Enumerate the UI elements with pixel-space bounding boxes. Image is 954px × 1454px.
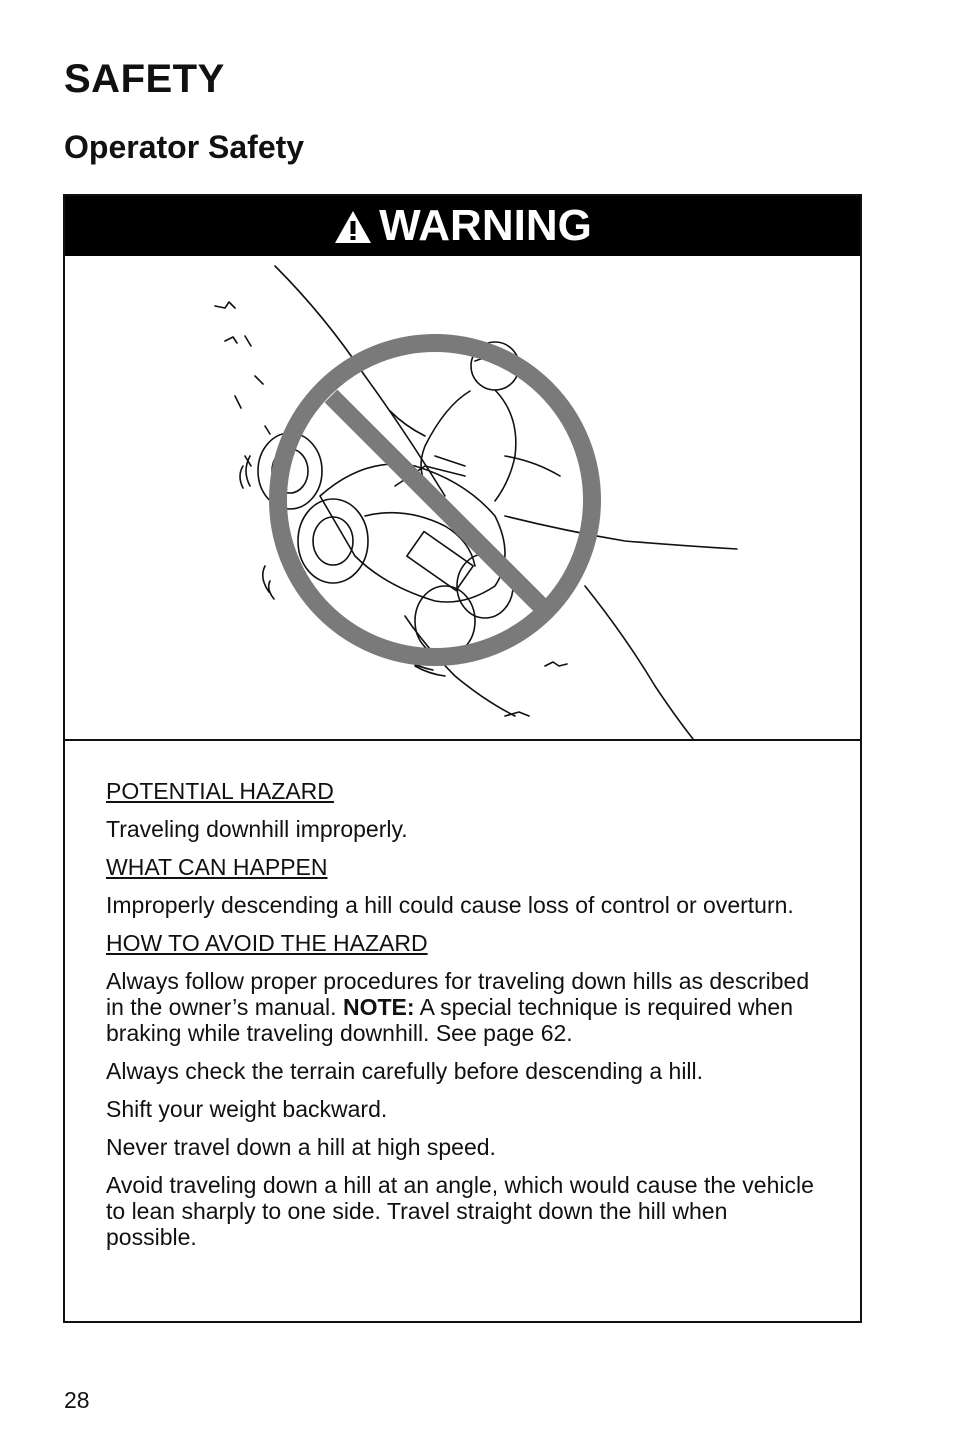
avoid-hazard-heading: HOW TO AVOID THE HAZARD — [106, 930, 428, 956]
avoid-hazard-paragraph-3: Shift your weight backward. — [106, 1096, 388, 1122]
warning-body — [65, 741, 860, 1250]
warning-header — [65, 196, 860, 256]
subsection-title: Operator Safety — [64, 129, 305, 165]
avoid-p1-text-before: Always follow proper procedures for traveling down hills as described in the owner’s manual. — [106, 968, 810, 1020]
avoid-hazard-paragraph-5: Avoid traveling down a hill at an angle, which would cause the vehicle to lean sharply to one side. Travel straight down the hill when possible. — [106, 1172, 814, 1250]
atv-downhill-prohibited-icon — [65, 256, 860, 739]
what-can-happen-heading: WHAT CAN HAPPEN — [106, 854, 328, 880]
potential-hazard-text: Traveling downhill improperly. — [106, 816, 408, 842]
avoid-hazard-paragraph-2: Always check the terrain carefully before descending a hill. — [106, 1058, 704, 1084]
warning-label: WARNING — [379, 201, 592, 250]
page-number: 28 — [64, 1387, 90, 1413]
what-can-happen-text: Improperly descending a hill could cause loss of control or overturn. — [106, 892, 794, 918]
section-title: SAFETY — [64, 57, 225, 101]
avoid-p1-text-after: A special technique is required when braking while traveling downhill. See page 62. — [106, 994, 793, 1046]
warning-illustration — [65, 256, 860, 741]
avoid-hazard-paragraph-4: Never travel down a hill at high speed. — [106, 1134, 496, 1160]
potential-hazard-heading: POTENTIAL HAZARD — [106, 778, 334, 804]
warning-triangle-icon — [333, 209, 373, 245]
warning-box — [63, 194, 862, 1323]
avoid-hazard-paragraph-1 — [106, 968, 820, 1046]
note-label: NOTE: — [342, 994, 415, 1020]
